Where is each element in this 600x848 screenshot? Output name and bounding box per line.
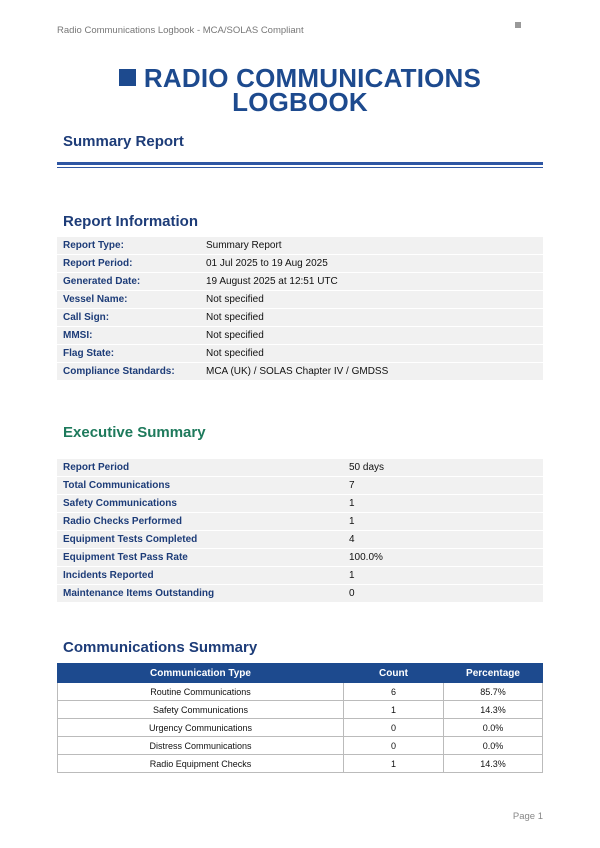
row-label: Generated Date:	[57, 273, 200, 291]
row-value: 01 Jul 2025 to 19 Aug 2025	[200, 255, 543, 273]
row-label: Equipment Test Pass Rate	[57, 549, 343, 567]
table-row	[58, 683, 543, 701]
table-cell: 6	[344, 683, 444, 701]
table-cell: 1	[344, 755, 444, 773]
communications-summary-table	[57, 663, 543, 773]
table-cell: 0.0%	[444, 737, 543, 755]
row-value: Not specified	[200, 309, 543, 327]
row-value: 1	[343, 567, 543, 585]
row-value: Not specified	[200, 327, 543, 345]
row-label: Equipment Tests Completed	[57, 531, 343, 549]
table-row	[57, 327, 543, 345]
row-label: Maintenance Items Outstanding	[57, 585, 343, 603]
table-row	[57, 345, 543, 363]
column-header: Percentage	[444, 664, 543, 683]
executive-summary-table	[57, 459, 543, 603]
table-row	[57, 567, 543, 585]
report-information-table	[57, 237, 543, 381]
table-cell: Radio Equipment Checks	[58, 755, 344, 773]
row-value: Summary Report	[200, 237, 543, 255]
table-cell: 14.3%	[444, 755, 543, 773]
table-cell: Safety Communications	[58, 701, 344, 719]
table-cell: 1	[344, 701, 444, 719]
row-value: 100.0%	[343, 549, 543, 567]
table-row	[57, 309, 543, 327]
table-row	[57, 291, 543, 309]
row-label: Report Period:	[57, 255, 200, 273]
report-subtitle: Summary Report	[63, 133, 184, 150]
row-value: 1	[343, 513, 543, 531]
row-label: Report Period	[57, 459, 343, 477]
row-value: MCA (UK) / SOLAS Chapter IV / GMDSS	[200, 363, 543, 381]
table-row	[58, 755, 543, 773]
row-label: Vessel Name:	[57, 291, 200, 309]
row-label: Total Communications	[57, 477, 343, 495]
table-row	[57, 273, 543, 291]
square-icon	[515, 22, 521, 28]
table-cell: 0	[344, 737, 444, 755]
column-header: Communication Type	[58, 664, 344, 683]
table-row	[57, 585, 543, 603]
table-row	[57, 495, 543, 513]
column-header: Count	[344, 664, 444, 683]
table-row	[57, 255, 543, 273]
square-icon	[119, 69, 136, 86]
row-label: Safety Communications	[57, 495, 343, 513]
header-text: Radio Communications Logbook - MCA/SOLAS Compliant	[57, 25, 304, 36]
row-label: Flag State:	[57, 345, 200, 363]
table-row	[57, 237, 543, 255]
table-cell: Routine Communications	[58, 683, 344, 701]
row-value: 4	[343, 531, 543, 549]
table-row	[57, 459, 543, 477]
title-line-1: RADIO COMMUNICATIONS	[143, 63, 482, 93]
table-cell: 0.0%	[444, 719, 543, 737]
table-cell: 14.3%	[444, 701, 543, 719]
title-line-2: LOGBOOK	[232, 87, 368, 117]
table-row	[57, 363, 543, 381]
table-row	[57, 549, 543, 567]
table-row	[57, 477, 543, 495]
table-cell: 0	[344, 719, 444, 737]
row-value: 0	[343, 585, 543, 603]
divider	[57, 167, 543, 168]
divider	[57, 162, 543, 165]
executive-summary-heading: Executive Summary	[63, 424, 206, 441]
table-cell: 85.7%	[444, 683, 543, 701]
table-cell: Urgency Communications	[58, 719, 344, 737]
row-value: 19 August 2025 at 12:51 UTC	[200, 273, 543, 291]
table-row	[57, 531, 543, 549]
table-row	[58, 737, 543, 755]
row-value: Not specified	[200, 291, 543, 309]
row-label: Call Sign:	[57, 309, 200, 327]
row-label: Incidents Reported	[57, 567, 343, 585]
row-value: Not specified	[200, 345, 543, 363]
table-cell: Distress Communications	[58, 737, 344, 755]
document-title	[57, 63, 543, 117]
row-label: MMSI:	[57, 327, 200, 345]
page-number: Page 1	[512, 811, 543, 822]
report-information-heading: Report Information	[63, 213, 198, 230]
table-row	[58, 701, 543, 719]
page-header	[57, 20, 543, 34]
row-value: 7	[343, 477, 543, 495]
row-value: 1	[343, 495, 543, 513]
row-label: Report Type:	[57, 237, 200, 255]
row-value: 50 days	[343, 459, 543, 477]
communications-summary-heading: Communications Summary	[63, 639, 258, 656]
table-row	[57, 513, 543, 531]
row-label: Compliance Standards:	[57, 363, 200, 381]
table-header-row	[58, 664, 543, 683]
table-row	[58, 719, 543, 737]
row-label: Radio Checks Performed	[57, 513, 343, 531]
